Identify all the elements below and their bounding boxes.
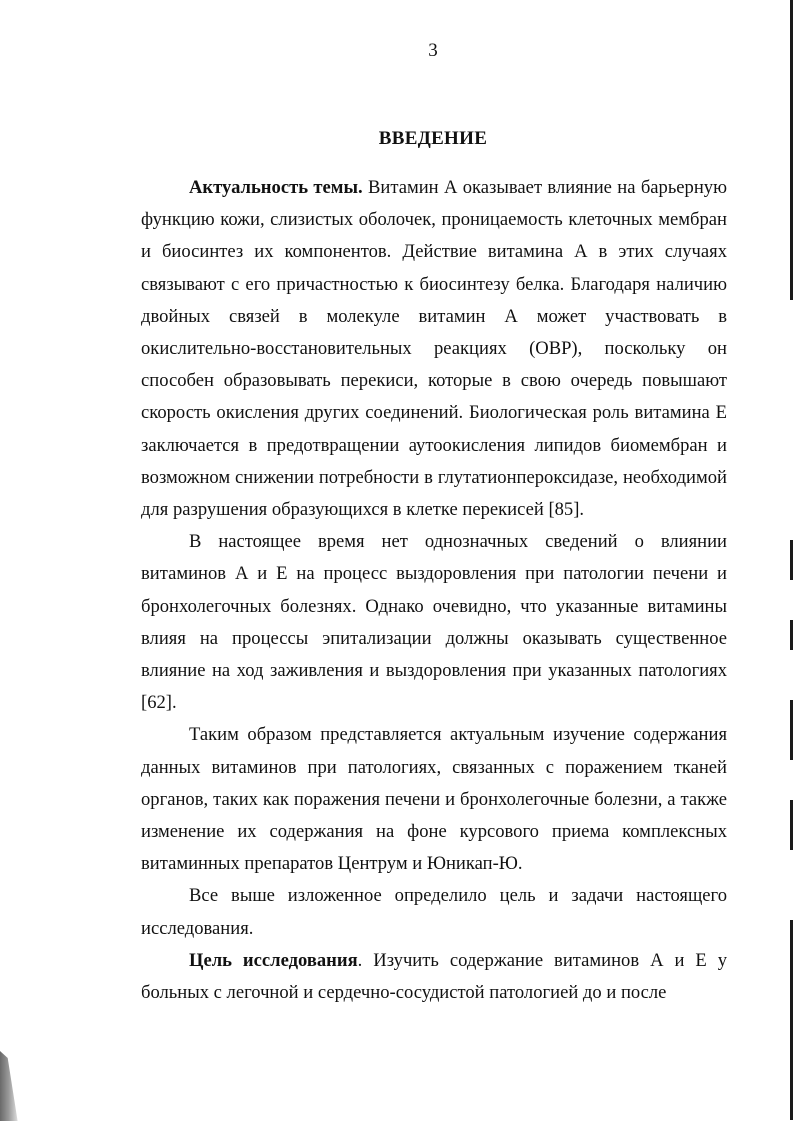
scan-edge-shadow	[0, 1051, 22, 1121]
paragraph-text: Таким образом представляется актуальным изучение содержания данных витаминов при патологиях, связанных с поражением тканей органов, таких как поражения печени и бронхолегочные болезни, а также изменение их содержания на фоне курсового приема комплексных витаминных препаратов Центрум и Юникап-Ю.	[141, 724, 727, 875]
section-heading: ВВЕДЕНИЕ	[378, 128, 488, 149]
paragraph-text: . Изучить содержание витаминов А и Е у больных с легочной и сердечно-сосудистой патологией до и после	[141, 949, 727, 1004]
page-number: 3	[428, 40, 438, 61]
paragraph-text: Все выше изложенное определило цель и задачи настоящего исследования.	[141, 885, 727, 939]
paragraph-relevance	[141, 172, 727, 526]
paragraph-text: В настоящее время нет однозначных сведений о влиянии витаминов А и Е на процесс выздоровления при патологии печени и бронхолегочных болезнях. Однако очевидно, что указанные витамины влияя на процессы эпитализации должны оказывать существенное влияние на ход заживления и выздоровления при указанных патологиях [62].	[141, 531, 727, 714]
paragraph-lead: Актуальность темы.	[189, 177, 363, 198]
paragraph-current-state	[141, 526, 727, 719]
paragraph-goal	[141, 945, 727, 1009]
paragraph-conclusion	[141, 719, 727, 880]
paragraph-text: Витамин А оказывает влияние на барьерную функцию кожи, слизистых оболочек, проницаемость клеточных мембран и биосинтез их компонентов. Действие витамина А в этих случаях связывают с его причастностью к биосинтезу белка. Благодаря наличию двойных связей в молекуле витамин А может участвовать в окислительно-восстановительных реакциях (ОВР), поскольку он способен образовывать перекиси, которые в свою очередь повышают скорость окисления других соединений. Биологическая роль витамина Е заключается в предотвращении аутоокисления липидов биомембран и возможном снижении потребности в глутатионпероксидазе, необходимой для разрушения образующихся в клетке перекисей [85].	[141, 177, 727, 521]
paragraph-purpose-intro	[141, 880, 727, 944]
paragraph-lead: Цель исследования	[189, 949, 358, 971]
document-body	[141, 172, 727, 1009]
